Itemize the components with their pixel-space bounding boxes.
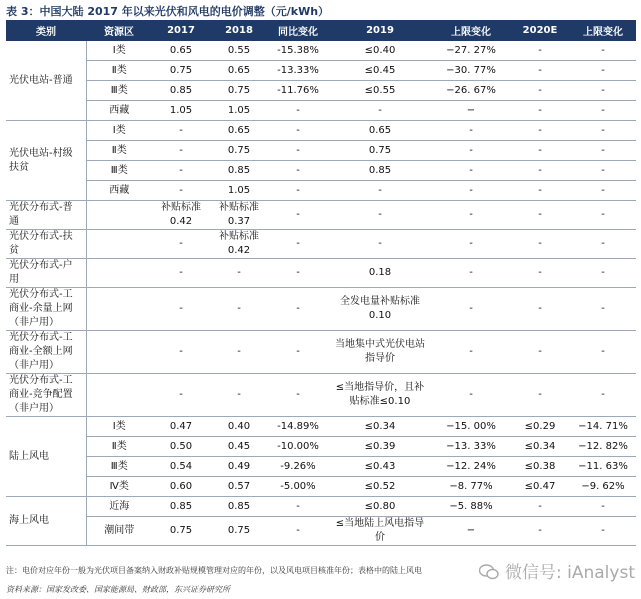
header-cap-change-2: 上限变化 [570,20,636,41]
cell-v2018: 0.85 [210,497,268,517]
cell-v2018: 0.45 [210,437,268,457]
row-category: 光伏分布式-工商业-余量上网（非户用） [6,288,86,331]
table-row [6,101,636,121]
cell-v2017: - [152,288,210,331]
row-category: 海上风电 [6,497,86,546]
cell-cap1: - [432,121,510,141]
cell-v2017: 补贴标准 0.42 [152,201,210,230]
cell-zone: 潮间带 [86,517,152,546]
table-row [6,201,636,230]
table-row [6,374,636,417]
cell-yoy: - [268,161,328,181]
cell-v2019: 全发电量补贴标准 0.10 [328,288,432,331]
cell-cap1: - [432,259,510,288]
row-category: 陆上风电 [6,417,86,497]
cell-v2019: ≤0.43 [328,457,432,477]
table-row [6,230,636,259]
cell-v2018: 0.75 [210,517,268,546]
header-2017: 2017 [152,20,210,41]
cell-cap2: - [570,181,636,201]
cell-v2019: 0.75 [328,141,432,161]
cell-v2017: - [152,259,210,288]
cell-cap1: - [432,288,510,331]
table-source: 资料来源：国家发改委、国家能源局、财政部，东兴证券研究所 [6,585,230,594]
cell-zone [86,288,152,331]
cell-cap1: −13. 33% [432,437,510,457]
cell-cap1: - [432,230,510,259]
header-row [6,20,636,41]
cell-yoy: - [268,497,328,517]
table-row [6,331,636,374]
cell-yoy: - [268,181,328,201]
table-title: 表 3：中国大陆 2017 年以来光伏和风电的电价调整（元/kWh） [6,5,330,18]
cell-zone: Ⅲ类 [86,161,152,181]
cell-v2020: ≤0.38 [510,457,570,477]
header-yoy: 同比变化 [268,20,328,41]
cell-v2017: - [152,331,210,374]
cell-v2019: ≤0.80 [328,497,432,517]
cell-v2019: 0.18 [328,259,432,288]
cell-v2018: 1.05 [210,101,268,121]
cell-v2017: 0.60 [152,477,210,497]
cell-zone: Ⅲ类 [86,457,152,477]
cell-v2020: - [510,181,570,201]
cell-cap2: −14. 71% [570,417,636,437]
cell-v2018: 0.57 [210,477,268,497]
cell-v2017: - [152,141,210,161]
table-row [6,61,636,81]
cell-yoy: -9.26% [268,457,328,477]
cell-cap2: - [570,81,636,101]
row-category: 光伏电站-普通 [6,41,86,121]
cell-v2020: - [510,259,570,288]
cell-v2017: 0.54 [152,457,210,477]
cell-v2019: ≤0.45 [328,61,432,81]
cell-v2020: - [510,517,570,546]
row-category: 光伏分布式-扶贫 [6,230,86,259]
cell-cap1: −8. 77% [432,477,510,497]
cell-v2017: 0.75 [152,517,210,546]
cell-cap2: - [570,41,636,61]
cell-cap2: - [570,121,636,141]
cell-cap1: - [432,141,510,161]
cell-yoy: - [268,288,328,331]
cell-zone: Ⅱ类 [86,437,152,457]
table-row [6,477,636,497]
cell-zone: 西藏 [86,101,152,121]
cell-v2019: ≤0.40 [328,41,432,61]
cell-cap2: - [570,517,636,546]
cell-cap1: − [432,101,510,121]
cell-v2019: ≤当地陆上风电指导价 [328,517,432,546]
cell-yoy: -14.89% [268,417,328,437]
cell-v2019: - [328,201,432,230]
cell-cap2: - [570,201,636,230]
cell-v2019: - [328,181,432,201]
cell-yoy: -13.33% [268,61,328,81]
cell-v2020: - [510,497,570,517]
cell-v2020: - [510,288,570,331]
cell-v2017: 0.75 [152,61,210,81]
cell-cap2: - [570,161,636,181]
table-row [6,81,636,101]
table-row [6,121,636,141]
cell-v2020: - [510,41,570,61]
cell-zone [86,201,152,230]
table-row [6,457,636,477]
table-note: 注：电价对应年份一般为光伏项目备案纳入财政补贴规模管理对应的年份，以及风电项目核准年份；表格中的陆上风电 [6,566,422,575]
cell-cap1: - [432,374,510,417]
cell-cap2: - [570,230,636,259]
cell-v2020: - [510,161,570,181]
cell-zone [86,230,152,259]
cell-v2017: - [152,181,210,201]
cell-zone: Ⅰ类 [86,41,152,61]
cell-zone: Ⅳ类 [86,477,152,497]
cell-zone: 近海 [86,497,152,517]
cell-cap2: - [570,374,636,417]
cell-cap2: - [570,141,636,161]
table-row [6,517,636,546]
cell-zone: 西藏 [86,181,152,201]
cell-v2020: - [510,81,570,101]
header-zone: 资源区 [86,20,152,41]
header-cap-change: 上限变化 [432,20,510,41]
cell-zone: Ⅱ类 [86,141,152,161]
cell-v2018: - [210,288,268,331]
cell-v2017: - [152,161,210,181]
cell-zone: Ⅱ类 [86,61,152,81]
cell-cap2: - [570,497,636,517]
cell-v2019: ≤0.39 [328,437,432,457]
wechat-icon [479,564,499,580]
cell-cap1: −26. 67% [432,81,510,101]
cell-yoy: - [268,259,328,288]
cell-cap1: −12. 24% [432,457,510,477]
cell-v2020: - [510,331,570,374]
cell-v2019: ≤0.34 [328,417,432,437]
cell-v2019: - [328,101,432,121]
header-2020e: 2020E [510,20,570,41]
cell-v2020: - [510,201,570,230]
cell-yoy: - [268,141,328,161]
cell-v2018: - [210,331,268,374]
cell-v2020: - [510,141,570,161]
cell-v2018: 1.05 [210,181,268,201]
cell-v2018: 0.65 [210,121,268,141]
cell-v2018: 补贴标准 0.37 [210,201,268,230]
cell-v2020: - [510,61,570,81]
cell-yoy: -5.00% [268,477,328,497]
cell-yoy: - [268,121,328,141]
cell-v2020: ≤0.47 [510,477,570,497]
cell-v2018: 0.49 [210,457,268,477]
cell-v2017: 0.65 [152,41,210,61]
cell-v2018: 0.85 [210,161,268,181]
cell-v2019: ≤当地指导价，且补贴标准≤0.10 [328,374,432,417]
cell-cap1: - [432,181,510,201]
cell-cap1: −5. 88% [432,497,510,517]
cell-cap1: - [432,161,510,181]
table-row [6,497,636,517]
cell-cap1: − [432,517,510,546]
cell-cap2: −11. 63% [570,457,636,477]
cell-zone [86,374,152,417]
table-body [6,41,636,546]
table-row [6,417,636,437]
table-row [6,181,636,201]
cell-yoy: -11.76% [268,81,328,101]
cell-cap2: - [570,331,636,374]
cell-v2019: 当地集中式光伏电站指导价 [328,331,432,374]
cell-v2019: - [328,230,432,259]
cell-cap1: - [432,201,510,230]
cell-yoy: -10.00% [268,437,328,457]
table-row [6,437,636,457]
cell-v2017: - [152,374,210,417]
cell-v2017: 0.85 [152,81,210,101]
row-category: 光伏分布式-工商业-竞争配置（非户用） [6,374,86,417]
cell-cap2: - [570,101,636,121]
cell-v2018: 0.55 [210,41,268,61]
table-row [6,288,636,331]
cell-cap2: - [570,288,636,331]
cell-yoy: -15.38% [268,41,328,61]
watermark-text: 微信号: iAnalyst [505,563,635,583]
table-row [6,41,636,61]
cell-yoy: - [268,331,328,374]
cell-v2017: 0.47 [152,417,210,437]
cell-v2019: ≤0.55 [328,81,432,101]
cell-zone [86,259,152,288]
cell-cap1: −15. 00% [432,417,510,437]
row-category: 光伏分布式-工商业-全额上网（非户用） [6,331,86,374]
cell-v2020: - [510,121,570,141]
cell-v2020: - [510,101,570,121]
header-2019: 2019 [328,20,432,41]
cell-v2018: 0.75 [210,81,268,101]
cell-v2018: 0.40 [210,417,268,437]
cell-v2020: - [510,374,570,417]
cell-cap1: −30. 77% [432,61,510,81]
cell-zone: Ⅰ类 [86,121,152,141]
cell-v2018: 补贴标准 0.42 [210,230,268,259]
table-row [6,141,636,161]
table-row [6,161,636,181]
header-category: 类别 [6,20,86,41]
cell-yoy: - [268,517,328,546]
cell-zone [86,331,152,374]
cell-cap2: - [570,259,636,288]
row-category: 光伏分布式-户用 [6,259,86,288]
cell-cap2: - [570,61,636,81]
cell-cap1: −27. 27% [432,41,510,61]
cell-yoy: - [268,374,328,417]
row-category: 光伏电站-村级扶贫 [6,121,86,201]
cell-cap1: - [432,331,510,374]
cell-cap2: −12. 82% [570,437,636,457]
cell-v2018: - [210,374,268,417]
cell-v2017: - [152,121,210,141]
cell-yoy: - [268,101,328,121]
cell-v2020: ≤0.29 [510,417,570,437]
cell-v2018: 0.65 [210,61,268,81]
table-row [6,259,636,288]
price-table [6,20,636,546]
cell-zone: Ⅰ类 [86,417,152,437]
cell-v2019: 0.65 [328,121,432,141]
cell-yoy: - [268,230,328,259]
cell-cap2: −9. 62% [570,477,636,497]
cell-v2017: 0.50 [152,437,210,457]
cell-v2020: ≤0.34 [510,437,570,457]
cell-yoy: - [268,201,328,230]
cell-v2018: 0.75 [210,141,268,161]
watermark [479,558,635,583]
cell-v2017: 0.85 [152,497,210,517]
cell-zone: Ⅲ类 [86,81,152,101]
header-2018: 2018 [210,20,268,41]
cell-v2019: 0.85 [328,161,432,181]
row-category: 光伏分布式-普通 [6,201,86,230]
cell-v2017: 1.05 [152,101,210,121]
cell-v2019: ≤0.52 [328,477,432,497]
cell-v2017: - [152,230,210,259]
cell-v2018: - [210,259,268,288]
cell-v2020: - [510,230,570,259]
